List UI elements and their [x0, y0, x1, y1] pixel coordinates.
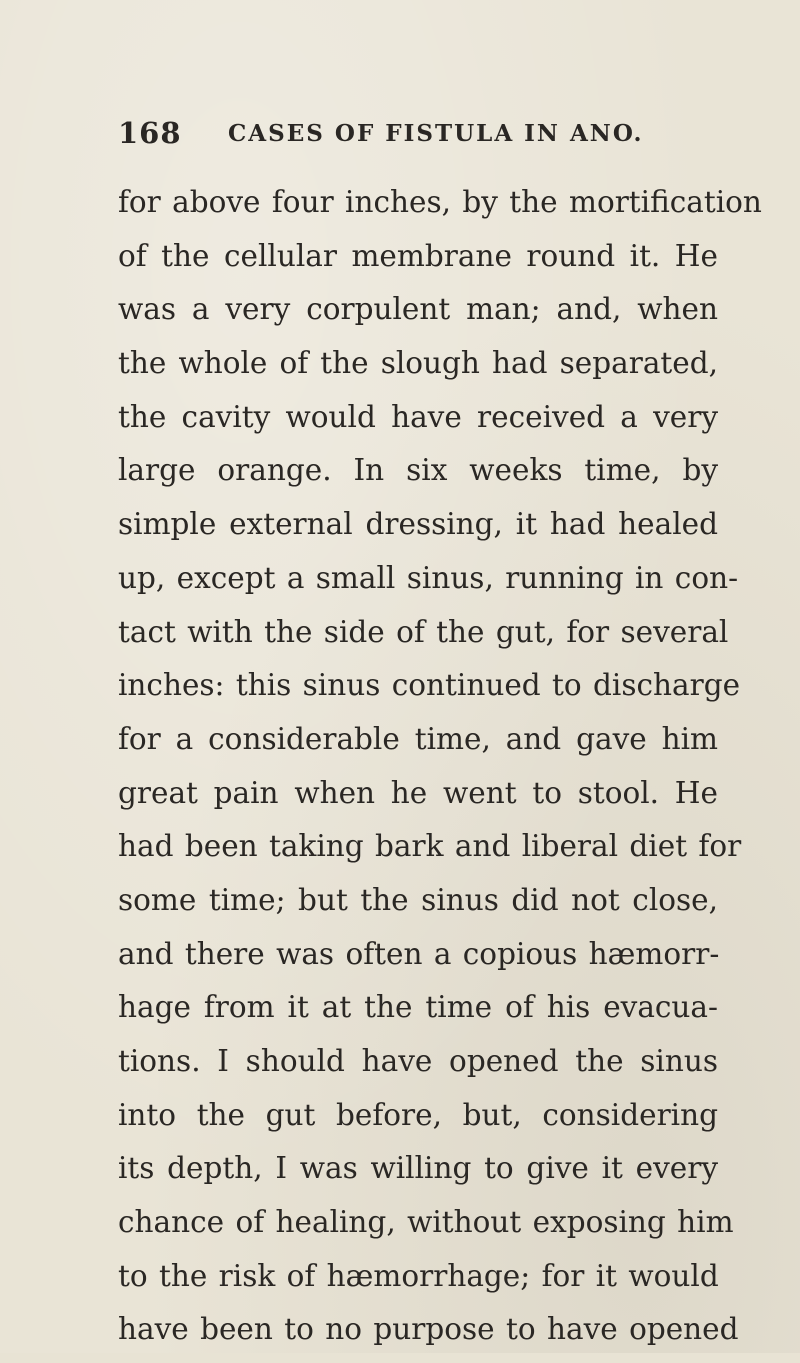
running-head	[118, 116, 678, 156]
text-line-13: had been taking bark and liberal diet for	[118, 829, 742, 864]
text-line-1: for above four inches, by the mortification	[118, 185, 762, 219]
text-line-14: some time; but the sinus did not close,	[118, 882, 718, 917]
text-line-20: chance of healing, without exposing him	[118, 1205, 734, 1240]
text-line-9: tact with the side of the gut, for several	[118, 614, 729, 649]
text-line-12: great pain when he went to stool. He	[118, 775, 718, 810]
text-line-5: the cavity would have received a very	[118, 399, 718, 434]
text-line-2: of the cellular membrane round it. He	[118, 238, 718, 273]
text-line-6: large orange. In six weeks time, by	[118, 453, 718, 488]
text-line-15: and there was often a copious hæmorr-	[118, 936, 720, 971]
text-line-4: the whole of the slough had separated,	[118, 346, 718, 381]
text-line-10: inches: this sinus continued to discharge	[118, 668, 741, 703]
text-line-11: for a considerable time, and gave him	[118, 721, 718, 756]
text-line-19: its depth, I was willing to give it every	[118, 1151, 718, 1186]
text-line-18: into the gut before, but, considering	[118, 1097, 718, 1132]
text-line-21: to the risk of hæmorrhage; for it would	[118, 1258, 719, 1293]
text-line-7: simple external dressing, it had healed	[118, 507, 718, 542]
page-number: 168	[118, 116, 182, 150]
running-title: CASES OF FISTULA IN ANO.	[228, 120, 644, 147]
text-line-8: up, except a small sinus, running in con-	[118, 560, 739, 595]
text-line-16: hage from it at the time of his evacua-	[118, 990, 718, 1025]
body-text	[118, 182, 762, 1363]
text-line-22: have been to no purpose to have opened	[118, 1312, 739, 1347]
text-line-17: tions. I should have opened the sinus	[118, 1044, 718, 1078]
text-line-3: was a very corpulent man; and, when	[118, 292, 718, 327]
